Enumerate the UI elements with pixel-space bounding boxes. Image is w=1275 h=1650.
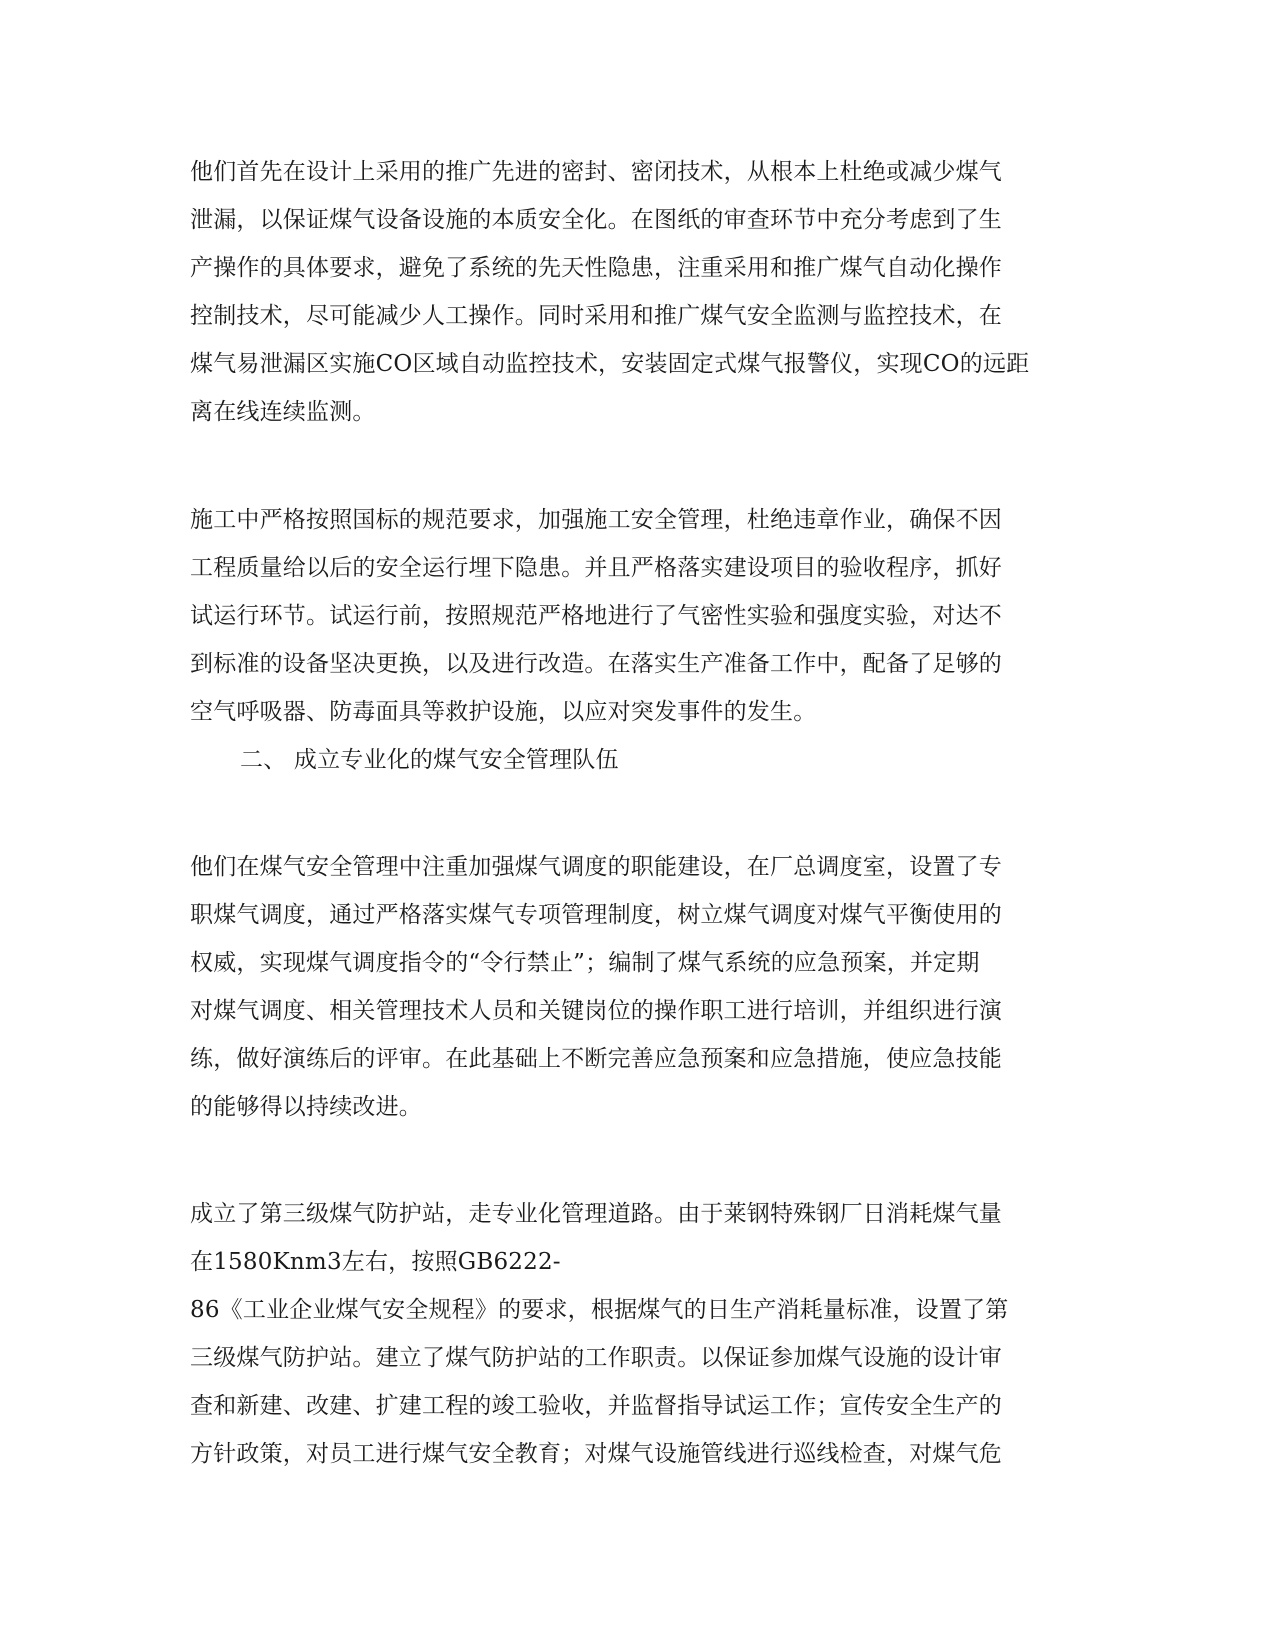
text-line: 煤气易泄漏区实施CO区域自动监控技术，安装固定式煤气报警仪，实现CO的远距 xyxy=(190,351,1030,377)
paragraph-construction xyxy=(190,496,1070,784)
text-line: 在1580Knm3左右，按照GB6222- xyxy=(190,1249,561,1275)
text-line: 到标准的设备坚决更换，以及进行改造。在落实生产准备工作中，配备了足够的 xyxy=(190,651,1002,677)
text-line: 离在线连续监测。 xyxy=(190,399,376,425)
text-line: 空气呼吸器、防毒面具等救护设施，以应对突发事件的发生。 xyxy=(190,699,817,725)
text-line: 的能够得以持续改进。 xyxy=(190,1094,422,1120)
text-line: 职煤气调度，通过严格落实煤气专项管理制度，树立煤气调度对煤气平衡使用的 xyxy=(190,902,1002,928)
text-line: 方针政策，对员工进行煤气安全教育；对煤气设施管线进行巡线检查，对煤气危 xyxy=(190,1441,1002,1467)
text-line: 86《工业企业煤气安全规程》的要求，根据煤气的日生产消耗量标准，设置了第 xyxy=(190,1297,1009,1323)
text-line: 三级煤气防护站。建立了煤气防护站的工作职责。以保证参加煤气设施的设计审 xyxy=(190,1345,1002,1371)
text-line: 工程质量给以后的安全运行埋下隐患。并且严格落实建设项目的验收程序，抓好 xyxy=(190,555,1002,581)
section-heading: 二、 成立专业化的煤气安全管理队伍 xyxy=(240,747,619,773)
text-line: 试运行环节。试运行前，按照规范严格地进行了气密性实验和强度实验，对达不 xyxy=(190,603,1002,629)
text-line: 他们在煤气安全管理中注重加强煤气调度的职能建设，在厂总调度室，设置了专 xyxy=(190,854,1002,880)
text-line: 查和新建、改建、扩建工程的竣工验收，并监督指导试运工作；宣传安全生产的 xyxy=(190,1393,1002,1419)
paragraph-design xyxy=(190,148,1070,436)
text-line: 施工中严格按照国标的规范要求，加强施工安全管理，杜绝违章作业，确保不因 xyxy=(190,507,1002,533)
text-line: 控制技术，尽可能减少人工操作。同时采用和推广煤气安全监测与监控技术，在 xyxy=(190,303,1002,329)
text-line: 练，做好演练后的评审。在此基础上不断完善应急预案和应急措施，使应急技能 xyxy=(190,1046,1002,1072)
paragraph-dispatch xyxy=(190,843,1070,1131)
text-line: 他们首先在设计上采用的推广先进的密封、密闭技术，从根本上杜绝或减少煤气 xyxy=(190,159,1002,185)
text-line: 成立了第三级煤气防护站，走专业化管理道路。由于莱钢特殊钢厂日消耗煤气量 xyxy=(190,1201,1002,1227)
text-line: 对煤气调度、相关管理技术人员和关键岗位的操作职工进行培训，并组织进行演 xyxy=(190,998,1002,1024)
text-line: 权威，实现煤气调度指令的“令行禁止”；编制了煤气系统的应急预案，并定期 xyxy=(190,950,980,976)
text-line: 泄漏，以保证煤气设备设施的本质安全化。在图纸的审查环节中充分考虑到了生 xyxy=(190,207,1002,233)
paragraph-protection-station xyxy=(190,1190,1070,1478)
text-line: 产操作的具体要求，避免了系统的先天性隐患，注重采用和推广煤气自动化操作 xyxy=(190,255,1002,281)
